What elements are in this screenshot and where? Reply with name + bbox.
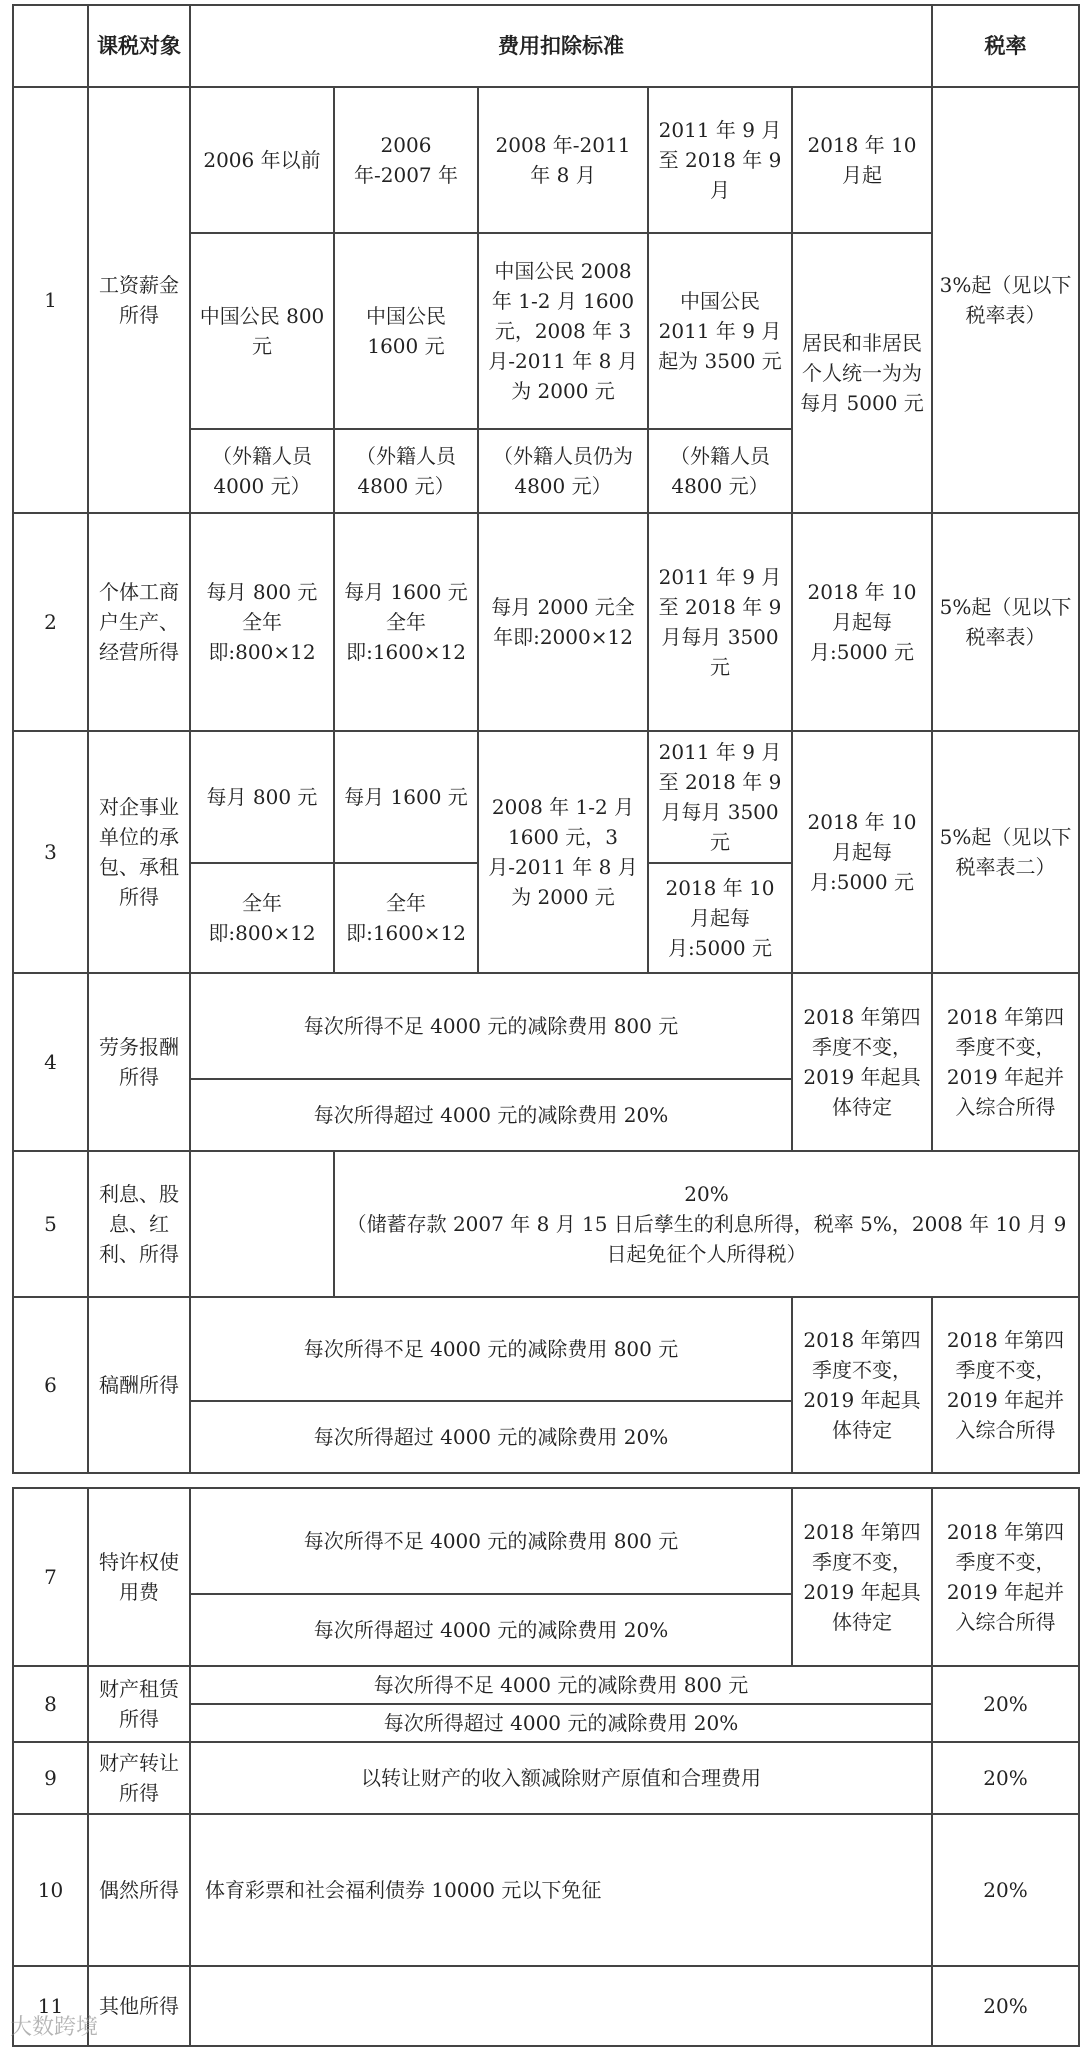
deduction-cell: 居民和非居民个人统一为为每月 5000 元 <box>792 233 932 513</box>
table-row <box>13 513 1079 731</box>
income-type: 工资薪金所得 <box>88 87 190 513</box>
tax-rate: 5%起（见以下税率表二） <box>932 731 1079 973</box>
row-number: 3 <box>13 731 88 973</box>
deduction-cell: 2018 年 10 月起每月:5000 元 <box>792 513 932 731</box>
deduction-cell: 每次所得不足 4000 元的减除费用 800 元 <box>190 1488 792 1594</box>
deduction-cell: 2018 年 10 月起每月:5000 元 <box>648 863 792 973</box>
deduction-cell: 中国公民 1600 元 <box>334 233 478 429</box>
table-row <box>13 973 1079 1079</box>
income-type: 偶然所得 <box>88 1814 190 1966</box>
deduction-cell: 2008 年 1-2 月 1600 元，3 月-2011 年 8 月为 2000 元 <box>478 731 648 973</box>
income-type: 特许权使用费 <box>88 1488 190 1666</box>
table-row <box>13 1151 1079 1297</box>
tax-rate: 20% <box>932 1966 1079 2046</box>
deduction-cell: 每次所得超过 4000 元的减除费用 20% <box>190 1704 932 1742</box>
deduction-cell: （外籍人员 4800 元） <box>334 429 478 513</box>
row-number: 2 <box>13 513 88 731</box>
income-type: 其他所得 <box>88 1966 190 2046</box>
deduction-cell: 每月 1600 元 <box>334 731 478 863</box>
deduction-cell: 每月 1600 元全年即:1600×12 <box>334 513 478 731</box>
row-number: 8 <box>13 1666 88 1742</box>
row-number: 10 <box>13 1814 88 1966</box>
deduction-cell: 中国公民 2008 年 1-2 月 1600 元，2008 年 3 月-2011 年 8 月为 2000 元 <box>478 233 648 429</box>
tax-rate: 2018 年第四季度不变，2019 年起并入综合所得 <box>932 1488 1079 1666</box>
blank-cell <box>190 1966 932 2046</box>
deduction-cell: 每次所得超过 4000 元的减除费用 20% <box>190 1401 792 1473</box>
note-cell: 2018 年第四季度不变，2019 年起具体待定 <box>792 1488 932 1666</box>
deduction-cell: 2011 年 9 月至 2018 年 9 月每月 3500 元 <box>648 513 792 731</box>
tax-rate: 2018 年第四季度不变，2019 年起并入综合所得 <box>932 1297 1079 1473</box>
tax-rate: 20% <box>932 1742 1079 1814</box>
deduction-cell: 全年即:1600×12 <box>334 863 478 973</box>
deduction-cell: 每次所得不足 4000 元的减除费用 800 元 <box>190 1666 932 1704</box>
header-object: 课税对象 <box>88 5 190 87</box>
table-row <box>13 1488 1079 1594</box>
deduction-cell: 中国公民 2011 年 9 月起为 3500 元 <box>648 233 792 429</box>
income-type: 财产转让所得 <box>88 1742 190 1814</box>
row-number: 9 <box>13 1742 88 1814</box>
deduction-cell: 体育彩票和社会福利债券 10000 元以下免征 <box>190 1814 932 1966</box>
period-cell: 2011 年 9 月至 2018 年 9 月 <box>648 87 792 233</box>
deduction-cell: 每次所得超过 4000 元的减除费用 20% <box>190 1079 792 1151</box>
row-number: 6 <box>13 1297 88 1473</box>
income-type: 个体工商户生产、经营所得 <box>88 513 190 731</box>
deduction-cell: 2018 年 10 月起每月:5000 元 <box>792 731 932 973</box>
deduction-cell: （外籍人员 4800 元） <box>648 429 792 513</box>
table-row <box>13 1297 1079 1401</box>
table-row <box>13 731 1079 863</box>
period-cell: 2006 年以前 <box>190 87 334 233</box>
note-cell: 2018 年第四季度不变，2019 年起具体待定 <box>792 1297 932 1473</box>
deduction-cell: 2011 年 9 月至 2018 年 9 月每月 3500 元 <box>648 731 792 863</box>
deduction-cell: 以转让财产的收入额减除财产原值和合理费用 <box>190 1742 932 1814</box>
row-number: 4 <box>13 973 88 1151</box>
header-rate: 税率 <box>932 5 1079 87</box>
deduction-cell: （外籍人员仍为 4800 元） <box>478 429 648 513</box>
tax-table-part2 <box>12 1487 1080 2047</box>
income-type: 劳务报酬所得 <box>88 973 190 1151</box>
table-row <box>13 1966 1079 2046</box>
row-number: 5 <box>13 1151 88 1297</box>
row-number: 1 <box>13 87 88 513</box>
tax-rate: 3%起（见以下税率表） <box>932 87 1079 513</box>
blank-cell <box>190 1151 334 1297</box>
table-row <box>13 1814 1079 1966</box>
tax-rate: 5%起（见以下税率表） <box>932 513 1079 731</box>
tax-rate: 20% <box>932 1814 1079 1966</box>
tax-table-part1 <box>12 4 1080 1474</box>
period-cell: 2008 年-2011 年 8 月 <box>478 87 648 233</box>
income-type: 财产租赁所得 <box>88 1666 190 1742</box>
header-no <box>13 5 88 87</box>
header-row <box>13 5 1079 87</box>
tax-rate: 20% <box>932 1666 1079 1742</box>
deduction-cell: （外籍人员 4000 元） <box>190 429 334 513</box>
deduction-cell: 中国公民 800 元 <box>190 233 334 429</box>
tax-rate: 2018 年第四季度不变，2019 年起并入综合所得 <box>932 973 1079 1151</box>
income-type: 对企事业单位的承包、承租所得 <box>88 731 190 973</box>
income-type: 利息、股息、红利、所得 <box>88 1151 190 1297</box>
table-row <box>13 1742 1079 1814</box>
header-standard: 费用扣除标准 <box>190 5 932 87</box>
note-cell: 2018 年第四季度不变，2019 年起具体待定 <box>792 973 932 1151</box>
deduction-cell: 每月 800 元 <box>190 731 334 863</box>
deduction-cell: 全年即:800×12 <box>190 863 334 973</box>
table-row <box>13 87 1079 233</box>
deduction-cell: 每次所得不足 4000 元的减除费用 800 元 <box>190 1297 792 1401</box>
deduction-cell: 每月 800 元全年即:800×12 <box>190 513 334 731</box>
deduction-cell: 每次所得不足 4000 元的减除费用 800 元 <box>190 973 792 1079</box>
deduction-cell: 20% （储蓄存款 2007 年 8 月 15 日后孳生的利息所得，税率 5%，2008 年 10 月 9 日起免征个人所得税） <box>334 1151 1079 1297</box>
deduction-cell: 每次所得超过 4000 元的减除费用 20% <box>190 1594 792 1666</box>
row-number: 11 <box>13 1966 88 2046</box>
period-cell: 2006 年-2007 年 <box>334 87 478 233</box>
income-type: 稿酬所得 <box>88 1297 190 1473</box>
deduction-cell: 每月 2000 元全年即:2000×12 <box>478 513 648 731</box>
watermark: 大数跨境 <box>10 2015 99 2040</box>
table-row <box>13 1666 1079 1704</box>
row-number: 7 <box>13 1488 88 1666</box>
period-cell: 2018 年 10 月起 <box>792 87 932 233</box>
